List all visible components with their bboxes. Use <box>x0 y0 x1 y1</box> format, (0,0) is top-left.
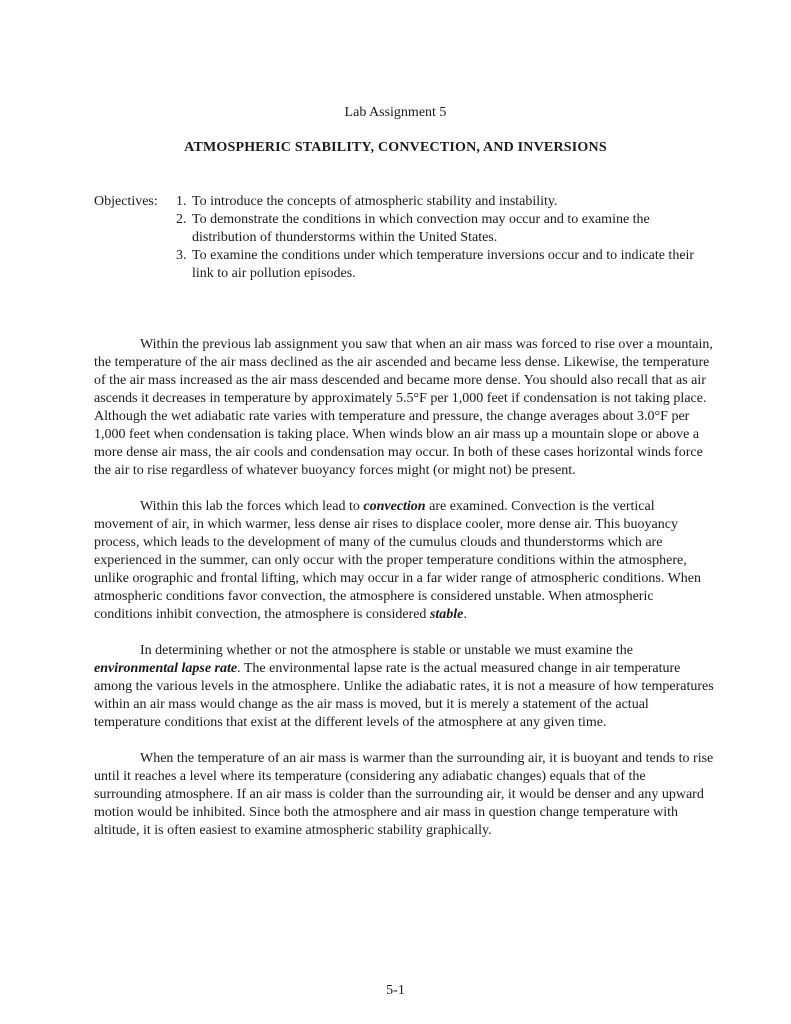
objectives-list <box>176 193 696 283</box>
paragraph-text: In determining whether or not the atmosphere is stable or unstable we must examine the <box>140 643 633 658</box>
objective-number: 1. <box>176 194 187 209</box>
objective-item <box>176 193 696 211</box>
term-convection: convection <box>363 499 426 514</box>
term-stable: stable <box>429 607 464 622</box>
paragraph-buoyancy: When the temperature of an air mass is warmer than the surrounding air, it is buoyant and tends to rise until it reaches a level where its temperature (considering any adiabatic changes) equals that of the surrounding atmosphere. If an air mass is colder than the surrounding air, it would be denser and any upward motion would be inhibited. Since both the atmosphere and air mass in question change temperature with altitude, it is often easiest to examine atmospheric stability graphically. <box>94 751 714 838</box>
objective-number: 3. <box>176 248 187 263</box>
objective-number: 2. <box>176 212 187 227</box>
paragraph-lapse-rate <box>94 642 714 732</box>
lab-assignment-title: Lab Assignment 5 <box>344 105 447 120</box>
objective-text: To demonstrate the conditions in which convection may occur and to examine the distribution of thunderstorms within the United States. <box>192 212 650 245</box>
paragraph-adiabatic-review: Within the previous lab assignment you saw that when an air mass was forced to rise over a mountain, the temperature of the air mass declined as the air ascended and became less dense. Likewise, the temperature of the air mass increased as the air mass descended and became more dense. You should also recall that as air ascends it decreases in temperature by approximately 5.5°F per 1,000 feet if condensation is not taking place. Although the wet adiabatic rate varies with temperature and pressure, the change averages about 3.0°F per 1,000 feet when condensation is taking place. When winds blow an air mass up a mountain slope or above a more dense air mass, the air cools and condensation may occur. In both of these cases horizontal winds force the air to rise regardless of whatever buoyancy forces might (or might not) be present. <box>94 337 713 478</box>
paragraph-convection <box>94 498 714 624</box>
paragraph-text: are examined. Convection is the vertical movement of air, in which warmer, less dense air rises to displace cooler, more dense air. This buoyancy process, which leads to the development of many of the cumulus clouds and thunderstorms which are experienced in the summer, can only occur with the proper temperature conditions within the atmosphere, unlike orographic and frontal lifting, which may occur in a far wider range of atmospheric conditions. When atmospheric conditions favor convection, the atmosphere is considered unstable. When atmospheric conditions inhibit convection, the atmosphere is considered <box>94 499 701 622</box>
objective-item <box>176 247 696 283</box>
paragraph-text: . <box>463 607 467 622</box>
paragraph-text: . The environmental lapse rate is the actual measured change in air temperature among the various levels in the atmosphere. Unlike the adiabatic rates, it is not a measure of how temperatures within an air mass would change as the air mass is moved, but it is merely a statement of the actual temperature conditions that exist at the different levels of the atmosphere at any given time. <box>94 661 714 730</box>
document-title: ATMOSPHERIC STABILITY, CONVECTION, AND INVERSIONS <box>184 140 607 155</box>
objective-text: To introduce the concepts of atmospheric stability and instability. <box>192 194 558 209</box>
objective-item <box>176 211 696 247</box>
paragraph-text: Within this lab the forces which lead to <box>140 499 364 514</box>
term-environmental-lapse-rate: environmental lapse rate <box>94 661 238 676</box>
page-number: 5-1 <box>386 983 405 998</box>
body-text <box>94 336 714 858</box>
objective-text: To examine the conditions under which temperature inversions occur and to indicate their link to air pollution episodes. <box>192 248 695 281</box>
objectives-label: Objectives: <box>94 194 158 209</box>
